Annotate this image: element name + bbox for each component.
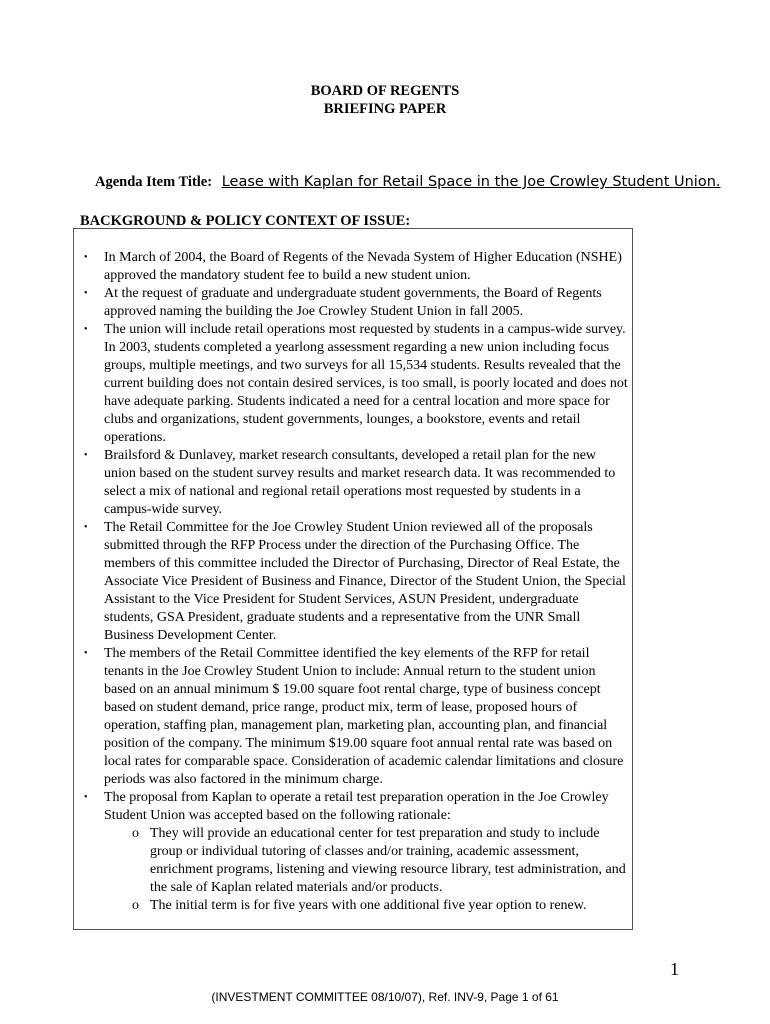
bullet-text: The proposal from Kaplan to operate a retail test preparation operation in the Joe Crowley Student Union was accepted based on the following rationale:	[104, 790, 609, 823]
circle-bullet-icon: o	[132, 898, 139, 913]
bullet-item	[78, 447, 628, 519]
bullet-text: The Retail Committee for the Joe Crowley Student Union reviewed all of the proposals submitted through the RFP Process under the direction of the Purchasing Office. The members of this committee included the Director of Purchasing, Director of Real Estate, the Associate Vice President of Business and Finance, Director of the Student Union, the Special Assistant to the Vice President for Student Services, ASUN President, undergraduate students, GSA President, graduate students and a representative from the UNR Small Business Development Center.	[104, 520, 626, 643]
bullet-text: At the request of graduate and undergraduate student governments, the Board of Regents approved naming the building the Joe Crowley Student Union in fall 2005.	[104, 286, 602, 319]
bullet-text: In March of 2004, the Board of Regents of the Nevada System of Higher Education (NSHE) approved the mandatory student fee to build a new student union.	[104, 250, 622, 283]
agenda-item-title: Lease with Kaplan for Retail Space in the Joe Crowley Student Union.	[221, 174, 721, 190]
bullet-text: Brailsford & Dunlavey, market research consultants, developed a retail plan for the new union based on the student survey results and market research data. It was recommended to select a mix of national and regional retail operations most requested by students in a campus-wide survey.	[104, 448, 616, 517]
bullet-item	[78, 789, 628, 915]
bullet-text: The union will include retail operations most requested by students in a campus-wide survey. In 2003, students completed a yearlong assessment regarding a new union including focus groups, multiple meetings, and two surveys for all 15,534 students. Results revealed that the current building does not contain desired services, is too small, is poorly located and does not have adequate parking. Students indicated a need for a central location and more space for clubs and organizations, student governments, lounges, a bookstore, events and retail operations.	[104, 322, 628, 445]
sub-bullet-item	[104, 825, 628, 897]
background-context-box	[73, 228, 633, 930]
bullet-item	[78, 321, 628, 447]
bullet-dot-icon: •	[84, 324, 88, 335]
sub-bullet-text: The initial term is for five years with one additional five year option to renew.	[150, 898, 587, 913]
sub-bullet-item	[104, 897, 628, 915]
bullet-dot-icon: •	[84, 792, 88, 803]
rationale-sub-list	[104, 825, 628, 915]
bullet-dot-icon: •	[84, 522, 88, 533]
bullet-item	[78, 645, 628, 789]
page-footer: (INVESTMENT COMMITTEE 08/10/07), Ref. INV-9, Page 1 of 61	[211, 990, 559, 1004]
heading-board-of-regents: BOARD OF REGENTS	[310, 83, 460, 99]
bullet-item	[78, 249, 628, 285]
bullet-dot-icon: •	[84, 450, 88, 461]
bullet-dot-icon: •	[84, 252, 88, 263]
bullet-item	[78, 519, 628, 645]
agenda-item-label: Agenda Item Title:	[95, 174, 213, 190]
sub-bullet-text: They will provide an educational center for test preparation and study to include group or individual tutoring of classes and/or training, academic assessment, enrichment programs, listening and viewing resource library, test administration, and the sale of Kaplan related materials and/or products.	[150, 826, 626, 895]
section-heading-background: BACKGROUND & POLICY CONTEXT OF ISSUE:	[80, 213, 411, 229]
bullet-item	[78, 285, 628, 321]
bullet-text: The members of the Retail Committee identified the key elements of the RFP for retail tenants in the Joe Crowley Student Union to include: Annual return to the student union based on an annual minimum $ 19.00 square foot rental charge, type of business concept based on student demand, price range, product mix, term of lease, proposed hours of operation, staffing plan, management plan, marketing plan, accounting plan, and financial position of the company. The minimum $19.00 square foot annual rental rate was based on local rates for comparable space. Consideration of academic calendar limitations and closure periods was also factored in the minimum charge.	[104, 646, 624, 787]
agenda-item	[95, 172, 721, 192]
circle-bullet-icon: o	[132, 826, 139, 841]
page-heading	[0, 82, 770, 118]
bullet-dot-icon: •	[84, 648, 88, 659]
page-number: 1	[670, 959, 679, 979]
bullet-dot-icon: •	[84, 288, 88, 299]
heading-briefing-paper: BRIEFING PAPER	[323, 101, 447, 117]
background-bullet-list	[78, 249, 628, 915]
